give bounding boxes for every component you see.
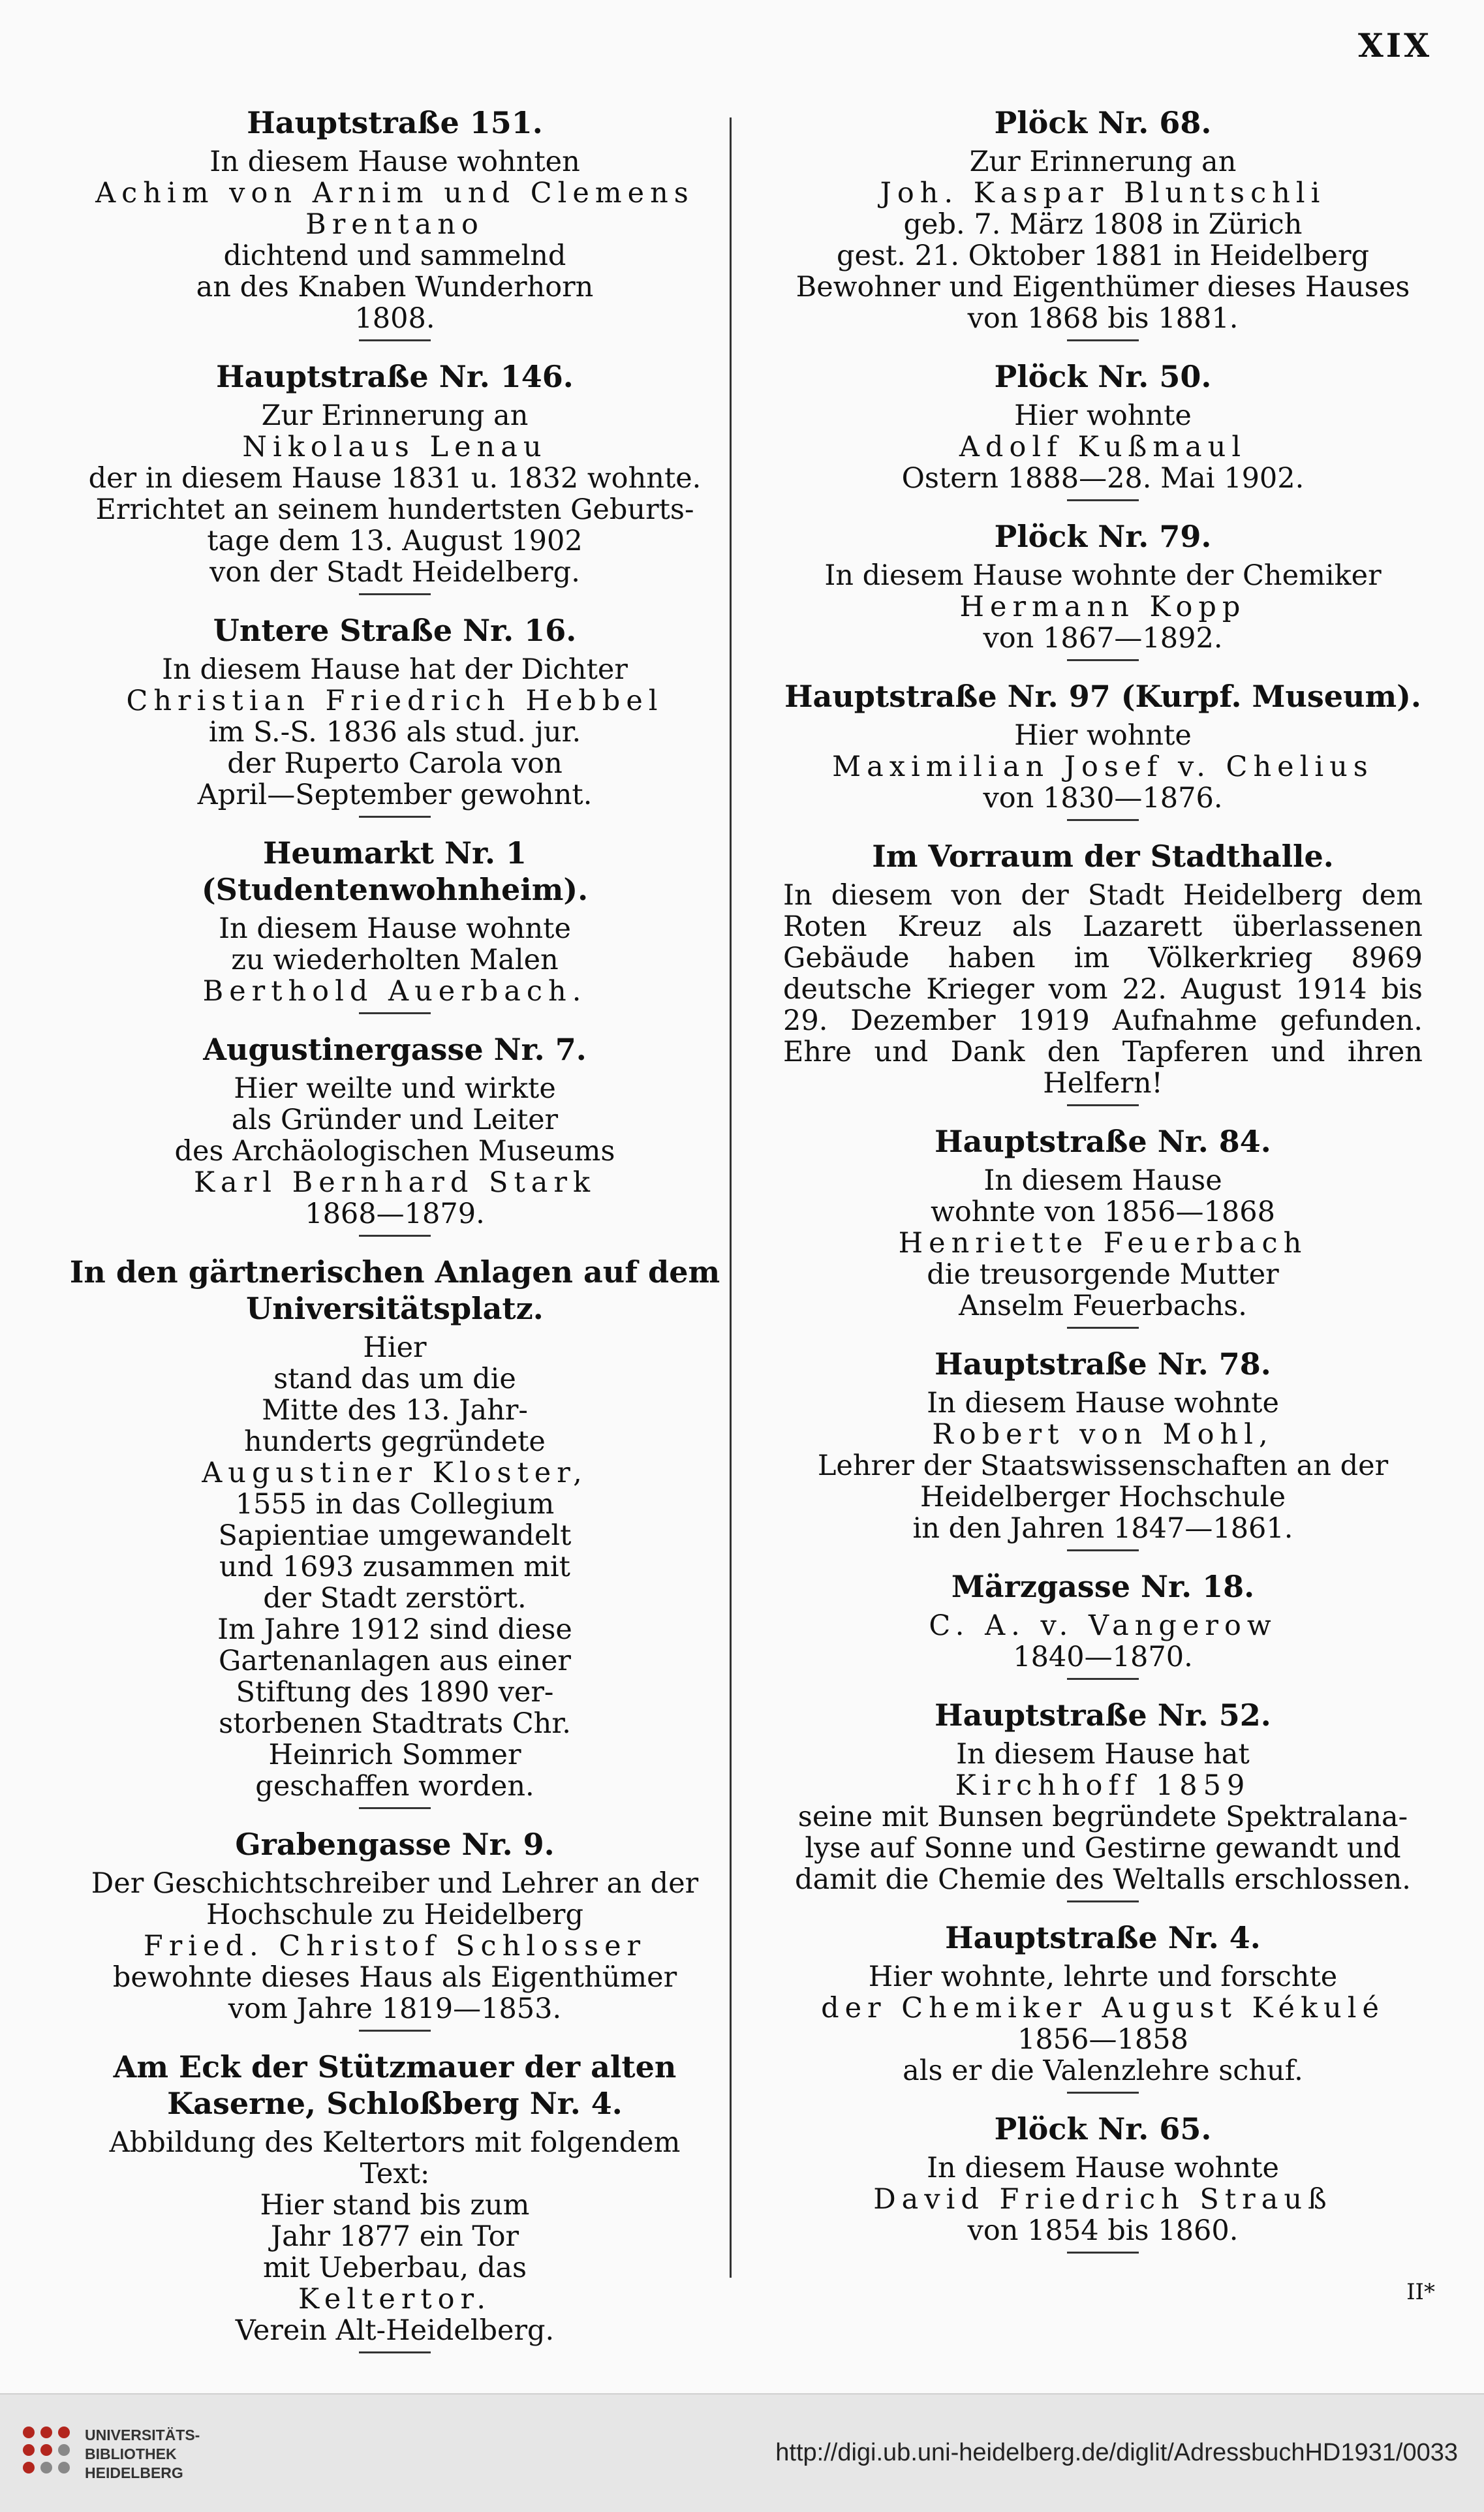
entry-line: dichtend und sammelnd: [223, 240, 566, 272]
source-url-link[interactable]: http://digi.ub.uni-heidelberg.de/diglit/AdressbuchHD1931/0033: [775, 2439, 1458, 2466]
entry-heading: Hauptstraße 151.: [247, 105, 543, 140]
entry-line: Errichtet an seinem hundertsten Geburts-: [95, 493, 694, 526]
entry-line: Hier wohnte, lehrte und forschte: [868, 1961, 1338, 1993]
signature-mark: II*: [1406, 2279, 1435, 2305]
entry-line: Adolf Kußmaul: [959, 431, 1247, 463]
entry-line: Ostern 1888—28. Mai 1902.: [901, 462, 1305, 495]
separator-rule: [1067, 1327, 1139, 1329]
entry-line: lyse auf Sonne und Gestirne gewandt und: [805, 1832, 1401, 1865]
entry-line: hunderts gegründete: [244, 1425, 546, 1458]
entry-line: Hier wohnte: [1014, 399, 1192, 432]
entry-line: von 1830—1876.: [983, 782, 1223, 814]
entry-line: 1808.: [354, 302, 435, 335]
separator-rule: [1067, 2252, 1139, 2254]
entry-line: im S.-S. 1836 als stud. jur.: [208, 716, 581, 749]
entry-line: Robert von Mohl,: [932, 1418, 1274, 1451]
entry-line: In diesem Hause wohnte: [927, 1387, 1279, 1419]
entry-line: Augustiner Kloster,: [202, 1457, 588, 1489]
entry-line: In diesem Hause wohnte der Chemiker: [824, 559, 1382, 592]
plaque-entry: [777, 1697, 1429, 1902]
university-library-logo-icon[interactable]: [17, 2421, 76, 2479]
entry-line: David Friedrich Strauß: [873, 2183, 1333, 2216]
entry-line: damit die Chemie des Weltalls erschlossen.: [795, 1863, 1411, 1896]
entry-line: Brentano: [305, 208, 484, 241]
entry-heading: Hauptstraße Nr. 4.: [945, 1920, 1261, 1955]
entry-line: Karl Bernhard Stark: [193, 1166, 596, 1199]
entry-heading: In den gärtnerischen Anlagen auf dem Universitätsplatz.: [69, 1254, 720, 1326]
entry-heading: Märzgasse Nr. 18.: [951, 1569, 1255, 1604]
entry-line: 1856—1858: [1017, 2023, 1188, 2056]
entry-line: Hier weilte und wirkte: [234, 1072, 556, 1105]
plaque-entry: [777, 104, 1429, 341]
entry-line: der Ruperto Carola von: [227, 747, 563, 780]
entry-line: Text:: [360, 2158, 430, 2190]
entry-line: 1840—1870.: [1013, 1641, 1193, 1673]
entry-line: April—September gewohnt.: [197, 779, 593, 811]
entry-line: In diesem Hause wohnte: [219, 912, 571, 945]
entry-line: stand das um die: [273, 1363, 516, 1395]
entry-heading: Hauptstraße Nr. 84.: [935, 1124, 1271, 1159]
entry-heading: Hauptstraße Nr. 146.: [216, 359, 574, 394]
entry-line: Stiftung des 1890 ver-: [236, 1676, 554, 1709]
library-logo-text: [85, 2426, 200, 2483]
logo-line-3: HEIDELBERG: [85, 2464, 183, 2481]
entry-line: Hochschule zu Heidelberg: [206, 1899, 584, 1931]
entry-heading: Am Eck der Stützmauer der alten Kaserne, Schloßberg Nr. 4.: [113, 2049, 677, 2121]
separator-rule: [359, 339, 431, 341]
entry-line: geschaffen worden.: [255, 1770, 534, 1803]
entry-heading: Augustinergasse Nr. 7.: [203, 1032, 587, 1067]
entry-line: von 1868 bis 1881.: [967, 302, 1239, 335]
entry-heading: Plöck Nr. 50.: [994, 359, 1212, 394]
separator-rule: [1067, 1549, 1139, 1551]
plaque-entry: [69, 358, 721, 595]
column-divider: [730, 117, 732, 2278]
separator-rule: [1067, 1900, 1139, 1902]
entry-line: die treusorgende Mutter: [927, 1258, 1279, 1291]
separator-rule: [1067, 1104, 1139, 1106]
entry-line: Bewohner und Eigenthümer dieses Hauses: [796, 271, 1410, 303]
plaque-entry: [777, 2111, 1429, 2254]
entry-line: Heidelberger Hochschule: [920, 1481, 1286, 1513]
entry-line: Heinrich Sommer: [268, 1739, 521, 1771]
entry-paragraph: In diesem von der Stadt Heidelberg dem Roten Kreuz als Lazarett überlassenen Gebäude haben im Völkerkrieg 8969 deutsche Krieger vom 22. August 1914 bis 29. Dezember 1919 Aufnahme gefunden. Ehre und Dank den Tapferen und ihren Helfern!: [783, 879, 1423, 1100]
entry-line: an des Knaben Wunderhorn: [196, 271, 594, 303]
separator-rule: [1067, 2092, 1139, 2094]
logo-line-1: UNIVERSITÄTS-: [85, 2427, 200, 2443]
entry-line: zu wiederholten Malen: [231, 944, 559, 976]
entry-line: als er die Valenzlehre schuf.: [903, 2055, 1303, 2087]
entry-line: Nikolaus Lenau: [242, 431, 548, 463]
entry-heading: Untere Straße Nr. 16.: [213, 613, 577, 648]
entry-line: Berthold Auerbach.: [202, 975, 587, 1008]
entry-line: Anselm Feuerbachs.: [959, 1290, 1247, 1322]
entry-line: mit Ueberbau, das: [262, 2252, 527, 2284]
separator-rule: [359, 593, 431, 595]
entry-line: des Archäologischen Museums: [174, 1135, 615, 1168]
separator-rule: [359, 816, 431, 818]
entry-line: Der Geschichtschreiber und Lehrer an der: [91, 1867, 699, 1900]
entry-line: als Gründer und Leiter: [231, 1104, 559, 1136]
logo-line-2: BIBLIOTHEK: [85, 2445, 177, 2462]
entry-line: von 1867—1892.: [983, 622, 1223, 655]
entry-line: Zur Erinnerung an: [261, 399, 529, 432]
separator-rule: [1067, 659, 1139, 661]
entry-heading: Heumarkt Nr. 1 (Studentenwohnheim).: [201, 835, 589, 907]
entry-line: Achim von Arnim und Clemens: [95, 177, 694, 209]
entry-line: bewohnte dieses Haus als Eigenthümer: [112, 1961, 677, 1994]
entry-line: Kirchhoff 1859: [955, 1769, 1251, 1802]
plaque-entry: [777, 838, 1429, 1106]
plaque-entry: [777, 518, 1429, 661]
left-column: [69, 104, 721, 2370]
entry-line: Hier wohnte: [1014, 719, 1192, 752]
plaque-entry: [69, 1826, 721, 2032]
entry-line: Hier stand bis zum: [260, 2189, 530, 2222]
plaque-entry: [69, 612, 721, 818]
entry-line: storbenen Stadtrats Chr.: [219, 1707, 571, 1740]
entry-line: Keltertor.: [298, 2283, 492, 2316]
entry-line: In diesem Hause wohnten: [209, 146, 580, 178]
page-number: XIX: [1358, 26, 1432, 65]
entry-line: der Stadt zerstört.: [263, 1582, 527, 1615]
plaque-entry: [777, 358, 1429, 501]
entry-heading: Plöck Nr. 68.: [994, 105, 1212, 140]
plaque-entry: [777, 1346, 1429, 1551]
separator-rule: [1067, 339, 1139, 341]
entry-line: vom Jahre 1819—1853.: [228, 1993, 562, 2025]
entry-heading: Plöck Nr. 79.: [994, 519, 1212, 554]
entry-line: Lehrer der Staatswissenschaften an der: [817, 1450, 1389, 1482]
entry-heading: Hauptstraße Nr. 78.: [935, 1346, 1271, 1382]
entry-heading: Grabengasse Nr. 9.: [235, 1827, 555, 1862]
right-column: [777, 104, 1429, 2271]
entry-line: tage dem 13. August 1902: [207, 525, 583, 557]
entry-line: Sapientiae umgewandelt: [218, 1519, 572, 1552]
entry-line: seine mit Bunsen begründete Spektralana-: [797, 1801, 1408, 1833]
footer-bar: [0, 2393, 1484, 2512]
entry-line: Zur Erinnerung an: [969, 146, 1237, 178]
entry-line: und 1693 zusammen mit: [219, 1551, 570, 1583]
entry-line: Hermann Kopp: [959, 591, 1246, 623]
plaque-entry: [777, 1123, 1429, 1329]
entry-heading: Hauptstraße Nr. 52.: [935, 1698, 1271, 1733]
separator-rule: [359, 1235, 431, 1237]
entry-line: in den Jahren 1847—1861.: [912, 1512, 1293, 1545]
separator-rule: [359, 2351, 431, 2353]
separator-rule: [1067, 499, 1139, 501]
plaque-entry: [777, 1919, 1429, 2094]
entry-line: von 1854 bis 1860.: [967, 2214, 1239, 2247]
entry-line: In diesem Hause wohnte: [927, 2152, 1279, 2184]
entry-line: Henriette Feuerbach: [898, 1227, 1308, 1260]
entry-line: von der Stadt Heidelberg.: [209, 556, 580, 589]
entry-line: Verein Alt-Heidelberg.: [235, 2314, 555, 2347]
entry-line: Hier: [363, 1331, 427, 1364]
separator-rule: [359, 1012, 431, 1014]
entry-line: 1868—1879.: [305, 1198, 485, 1230]
entry-heading: Plöck Nr. 65.: [994, 2111, 1212, 2147]
entry-line: Abbildung des Keltertors mit folgendem: [109, 2126, 681, 2159]
entry-line: Jahr 1877 ein Tor: [270, 2220, 519, 2253]
entry-line: C. A. v. Vangerow: [929, 1609, 1277, 1642]
entry-line: Fried. Christof Schlosser: [143, 1930, 647, 1962]
plaque-entry: [69, 835, 721, 1014]
entry-line: Maximilian Josef v. Chelius: [832, 751, 1374, 783]
entry-line: der Chemiker August Kékulé: [821, 1992, 1385, 2024]
separator-rule: [1067, 819, 1139, 821]
entry-line: Mitte des 13. Jahr-: [262, 1394, 528, 1427]
entry-line: Joh. Kaspar Bluntschli: [880, 177, 1326, 209]
entry-line: Christian Friedrich Hebbel: [126, 685, 664, 717]
entry-line: In diesem Hause: [983, 1164, 1222, 1197]
plaque-entry: [69, 1031, 721, 1237]
plaque-entry: [69, 104, 721, 341]
entry-line: der in diesem Hause 1831 u. 1832 wohnte.: [88, 462, 702, 495]
entry-line: gest. 21. Oktober 1881 in Heidelberg: [836, 240, 1370, 272]
separator-rule: [1067, 1678, 1139, 1680]
entry-line: Gartenanlagen aus einer: [219, 1645, 571, 1677]
entry-line: In diesem Hause hat: [956, 1738, 1250, 1771]
separator-rule: [359, 2030, 431, 2032]
entry-line: In diesem Hause hat der Dichter: [162, 653, 628, 686]
plaque-entry: [777, 678, 1429, 821]
entry-line: geb. 7. März 1808 in Zürich: [903, 208, 1303, 241]
entry-heading: Hauptstraße Nr. 97 (Kurpf. Museum).: [784, 679, 1421, 714]
entry-line: wohnte von 1856—1868: [931, 1196, 1275, 1228]
separator-rule: [359, 1807, 431, 1809]
entry-line: 1555 in das Collegium: [235, 1488, 555, 1521]
plaque-entry: [777, 1568, 1429, 1680]
entry-line: Im Jahre 1912 sind diese: [217, 1613, 572, 1646]
entry-heading: Im Vorraum der Stadthalle.: [872, 839, 1334, 874]
plaque-entry: [69, 2049, 721, 2353]
plaque-entry: [69, 1254, 721, 1809]
